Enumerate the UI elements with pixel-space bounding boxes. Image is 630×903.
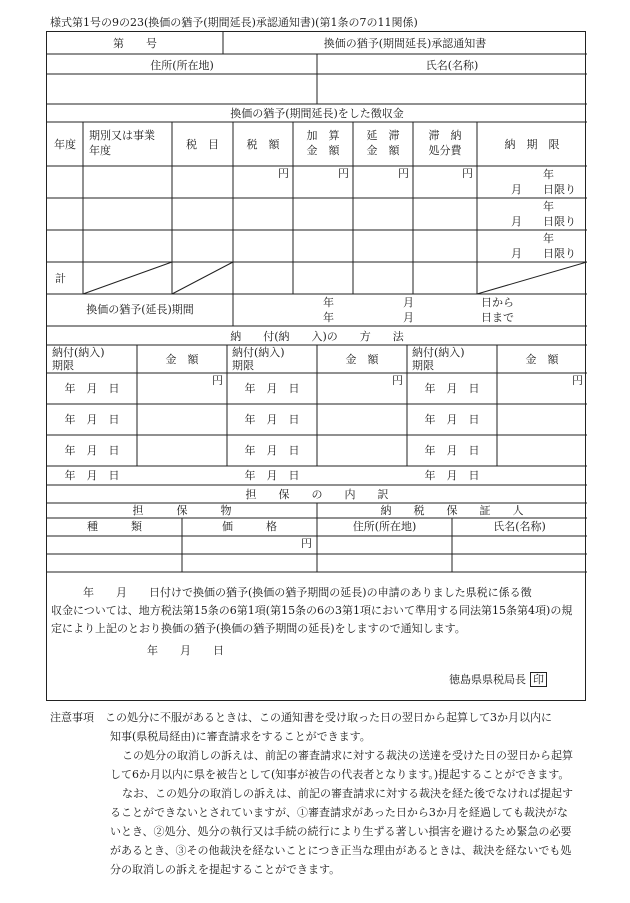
pay-date-header: 納付(納入) — [52, 346, 105, 359]
notice-form — [46, 31, 586, 701]
pay-date-cell: 年 月 日 — [244, 382, 300, 395]
pay-date-header-2: 期限 — [232, 359, 254, 372]
form-title: 様式第1号の9の23(換価の猶予(期間延長)承認通知書)(第1条の7の11関係) — [50, 16, 418, 29]
yen-unit: 円 — [278, 167, 289, 180]
pay-date-cell: 年 月 日 — [64, 413, 120, 426]
pay-date-cell: 年 月 日 — [64, 444, 120, 457]
col-period: 期別又は事業 — [89, 129, 155, 142]
yen-unit: 円 — [392, 374, 403, 387]
deadline-month: 月 — [511, 247, 522, 260]
issuer-name: 徳島県県税局長 — [449, 673, 526, 686]
yen-unit: 円 — [338, 167, 349, 180]
col-additional-2: 金 額 — [306, 144, 340, 157]
pay-amount-header: 金 額 — [525, 353, 559, 366]
pay-date-header-2: 期限 — [52, 359, 74, 372]
col-tax-amount: 税 額 — [246, 138, 280, 151]
yen-unit: 円 — [301, 537, 312, 550]
pay-date-cell: 年 月 日 — [64, 469, 120, 482]
notice-date: 年 月 日 — [147, 644, 224, 657]
pay-date-cell: 年 月 日 — [244, 469, 300, 482]
issuer-signature — [449, 672, 547, 687]
yen-unit: 円 — [212, 374, 223, 387]
security-title: 担 保 物 — [132, 504, 232, 517]
address-label: 住所(所在地) — [150, 59, 214, 72]
deadline-day: 日限り — [543, 183, 576, 196]
pay-date-cell: 年 月 日 — [424, 444, 480, 457]
deadline-day: 日限り — [543, 247, 576, 260]
grace-from: 日から — [481, 296, 514, 309]
guarantor-name-header: 氏名(名称) — [493, 520, 546, 533]
note-paragraph: して6か月以内に県を被告として(知事が被告の代表者となります。)提起することができます。 — [110, 768, 570, 781]
grace-period-label: 換価の猶予(延長)期間 — [86, 303, 194, 316]
note-paragraph: なお、この処分の取消しの訴えは、前記の審査請求に対する裁決を経た後でなければ提起す — [122, 787, 573, 800]
col-additional: 加 算 — [306, 129, 340, 142]
grace-until-month: 月 — [403, 311, 414, 324]
deadline-month: 月 — [511, 183, 522, 196]
pay-amount-header: 金 額 — [165, 353, 199, 366]
payment-section-title: 納 付(納 入)の 方 法 — [230, 330, 404, 343]
pay-date-header: 納付(納入) — [232, 346, 285, 359]
pay-date-cell: 年 月 日 — [424, 382, 480, 395]
grace-from-month: 月 — [403, 296, 414, 309]
pay-date-header-2: 期限 — [412, 359, 434, 372]
note-paragraph: 分の取消しの訴えを提起することができます。 — [110, 863, 341, 876]
notice-body-line: 年 月 日付けで換価の猶予(換価の猶予期間の延長)の申請のありました県税に係る徴 — [61, 586, 532, 599]
kind-header: 種 類 — [87, 520, 142, 533]
note-paragraph: この処分の取消しの訴えは、前記の審査請求に対する裁決の送達を受けた日の翌日から起算 — [122, 749, 573, 762]
pay-date-cell: 年 月 日 — [424, 469, 480, 482]
deadline-month: 月 — [511, 215, 522, 228]
deadline-year: 年 — [543, 200, 554, 213]
note-paragraph: 注意事項 この処分に不服があるときは、この通知書を受け取った日の翌日から起算して3か月以内に — [50, 711, 552, 724]
notice-title: 換価の猶予(期間延長)承認通知書 — [323, 37, 487, 50]
total-label: 計 — [55, 272, 66, 285]
notes-section — [50, 708, 590, 879]
col-delinquency-2: 金 額 — [366, 144, 400, 157]
note-paragraph: いとき、②処分、処分の執行又は手続の続行により生ずる著しい損害を避けるため緊急の必要 — [110, 825, 572, 838]
col-period-2: 年度 — [89, 144, 111, 157]
grace-until-year: 年 — [323, 311, 334, 324]
col-deadline: 納 期 限 — [504, 138, 560, 151]
col-year: 年度 — [54, 138, 76, 151]
note-paragraph: ることができないとされていますが、①審査請求があった日から3か月を経過しても裁決がな — [110, 806, 568, 819]
yen-unit: 円 — [572, 374, 583, 387]
col-delinquency: 延 滞 — [366, 129, 400, 142]
pay-date-cell: 年 月 日 — [244, 413, 300, 426]
collateral-section-title: 担 保 の 内 訳 — [245, 488, 389, 501]
pay-date-cell: 年 月 日 — [424, 413, 480, 426]
notice-body-line: 定により上記のとおり換価の猶予(換価の猶予期間の延長)をしますので通知します。 — [51, 622, 466, 635]
yen-unit: 円 — [398, 167, 409, 180]
deadline-year: 年 — [543, 232, 554, 245]
grace-until: 日まで — [481, 311, 514, 324]
note-paragraph: があるとき、③その他裁決を経ないことにつき正当な理由があるときは、裁決を経ないでも処 — [110, 844, 572, 857]
deadline-day: 日限り — [543, 215, 576, 228]
collection-section-title: 換価の猶予(期間延長)をした徴収金 — [230, 107, 404, 120]
col-fee: 滞 納 — [428, 129, 462, 142]
guarantor-address-header: 住所(所在地) — [352, 520, 417, 533]
seal-mark: 印 — [530, 672, 547, 687]
notice-body-line: 収金については、地方税法第15条の6第1項(第15条の6の3第1項において準用する同法第15条第4項)の規 — [51, 604, 573, 617]
grace-from-year: 年 — [323, 296, 334, 309]
pay-date-header: 納付(納入) — [412, 346, 465, 359]
pay-date-cell: 年 月 日 — [64, 382, 120, 395]
number-label: 第 号 — [113, 37, 157, 50]
guarantor-title: 納 税 保 証 人 — [380, 504, 524, 517]
pay-date-cell: 年 月 日 — [244, 444, 300, 457]
value-header: 価 格 — [222, 520, 277, 533]
yen-unit: 円 — [462, 167, 473, 180]
deadline-year: 年 — [543, 168, 554, 181]
name-label: 氏名(名称) — [425, 59, 479, 72]
col-tax-item: 税 目 — [186, 138, 219, 151]
col-fee-2: 処分費 — [428, 144, 462, 157]
pay-amount-header: 金 額 — [345, 353, 379, 366]
note-paragraph: 知事(県税局経由)に審査請求をすることができます。 — [110, 730, 371, 743]
